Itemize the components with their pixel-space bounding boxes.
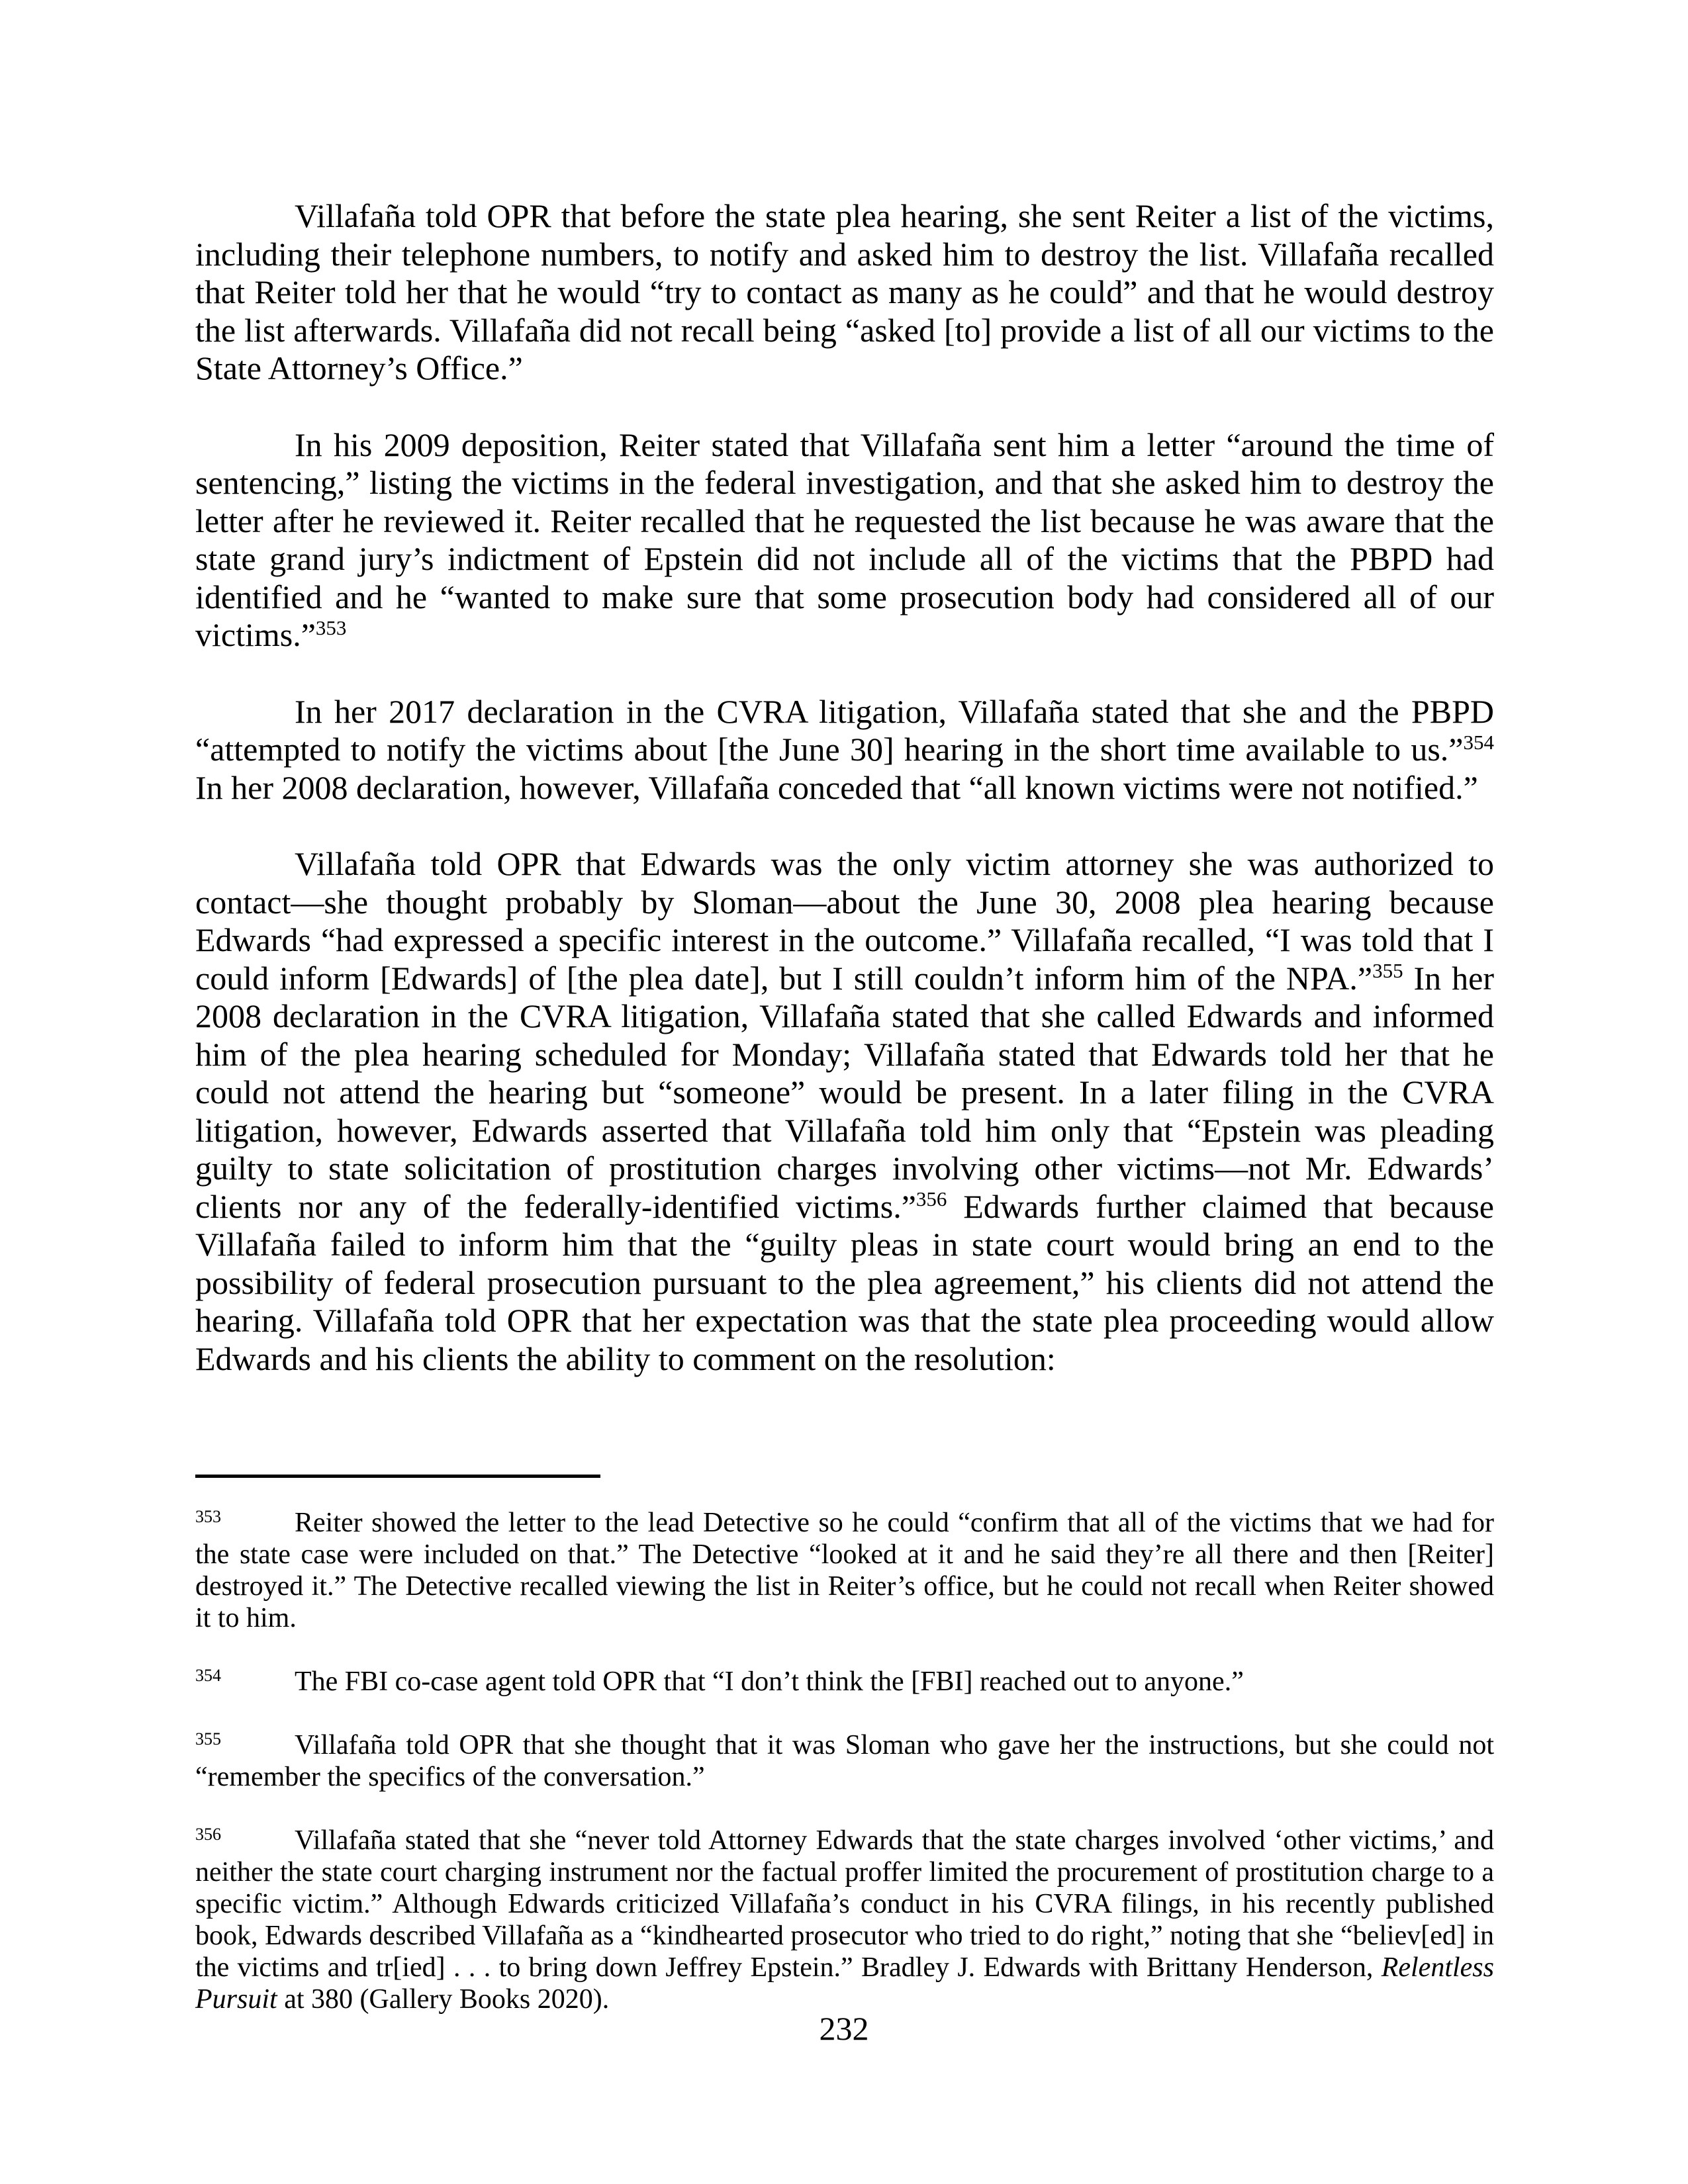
footnote-separator bbox=[195, 1475, 600, 1478]
footnote bbox=[195, 1666, 1494, 1698]
paragraph: In her 2017 declaration in the CVRA litigation, Villafaña stated that she and the PBPD “attempted to notify the victims about [the June 30] hearing in the short time available to us.”$^{354}$ In her 2008 declaration, however, Villafaña conceded that “all known victims were not notified.” bbox=[195, 692, 1494, 806]
footnote-text: Reiter showed the letter to the lead Detective so he could “confirm that all of the victims that we had for the state case were included on that.” The Detective “looked at it and he said they’re all there and then [Reiter] destroyed it.” The Detective recalled viewing the list in Reiter’s office, but he could not recall when Reiter showed it to him. bbox=[195, 1508, 1494, 1633]
footnote bbox=[195, 1729, 1494, 1793]
footnote-ref: 354 bbox=[1463, 730, 1494, 754]
footnote-text: The FBI co-case agent told OPR that “I don’t think the [FBI] reached out to anyone.” bbox=[295, 1666, 1244, 1697]
footnote-number: 354 bbox=[195, 1665, 222, 1685]
footnote-text: Villafaña stated that she “never told Attorney Edwards that the state charges involved ‘other victims,’ and neither the state court charging instrument nor the factual proffer limited the procurement of prostitution charge to a specific victim.” Although Edwards criticized Villafaña’s conduct in his CVRA filings, in his recently published book, Edwards described Villafaña as a “kindhearted prosecutor who tried to do right,” noting that she “believ[ed] in the victims and tr[ied] . . . to bring down Jeffrey Epstein.” Bradley J. Edwards with Brittany Henderson, Relentless Pursuit at 380 (Gallery Books 2020). bbox=[195, 1825, 1494, 2015]
footnote-text: Villafaña told OPR that she thought that it was Sloman who gave her the instructions, but she could not “remember the specifics of the conversation.” bbox=[195, 1730, 1494, 1792]
footnote bbox=[195, 1507, 1494, 1634]
footnote-number: 356 bbox=[195, 1824, 222, 1844]
footnote-ref: 356 bbox=[915, 1187, 947, 1211]
paragraph: Villafaña told OPR that Edwards was the only victim attorney she was authorized to contact—she thought probably by Sloman—about the June 30, 2008 plea hearing because Edwards “had expressed a specific interest in the outcome.” Villafaña recalled, “I was told that I could inform [Edwards] of [the plea date], but I still couldn’t inform him of the NPA.”$^{355}$ In her 2008 declaration in the CVRA litigation, Villafaña stated that she called Edwards and informed him of the plea hearing scheduled for Monday; Villafaña stated that Edwards told her that he could not attend the hearing but “someone” would be present. In a later filing in the CVRA litigation, however, Edwards asserted that Villafaña told him only that “Epstein was pleading guilty to state solicitation of prostitution charges involving other victims—not Mr. Edwards’ clients nor any of the federally-identified victims.”$^{356}$ Edwards further claimed that because Villafaña failed to inform him that the “guilty pleas in state court would bring an end to the possibility of federal prosecution pursuant to the plea agreement,” his clients did not attend the hearing. Villafaña told OPR that her expectation was that the state plea proceeding would allow Edwards and his clients the ability to comment on the resolution: bbox=[195, 845, 1494, 1377]
footnote-ref: 355 bbox=[1372, 959, 1403, 983]
footnote-section bbox=[195, 1475, 1494, 2047]
italic-text: Relentless Pursuit bbox=[195, 1952, 1494, 2015]
paragraph: In his 2009 deposition, Reiter stated that Villafaña sent him a letter “around the time of sentencing,” listing the victims in the federal investigation, and that she asked him to destroy the letter after he reviewed it. Reiter recalled that he requested the list because he was aware that the state grand jury’s indictment of Epstein did not include all of the victims that the PBPD had identified and he “wanted to make sure that some prosecution body had considered all of our victims.”$^{353}$ bbox=[195, 426, 1494, 653]
footnote-number: 355 bbox=[195, 1729, 222, 1749]
paragraph: Villafaña told OPR that before the state plea hearing, she sent Reiter a list of the victims, including their telephone numbers, to notify and asked him to destroy the list. Villafaña recalled that Reiter told her that he would “try to contact as many as he could” and that he would destroy the list afterwards. Villafaña did not recall being “asked [to] provide a list of all our victims to the State Attorney’s Office.” bbox=[195, 197, 1494, 387]
page-number: 232 bbox=[819, 2010, 869, 2047]
footnote-number: 353 bbox=[195, 1506, 222, 1526]
footnote bbox=[195, 1825, 1494, 2015]
footnote-ref: 353 bbox=[315, 615, 347, 639]
body-text bbox=[195, 197, 1494, 1416]
